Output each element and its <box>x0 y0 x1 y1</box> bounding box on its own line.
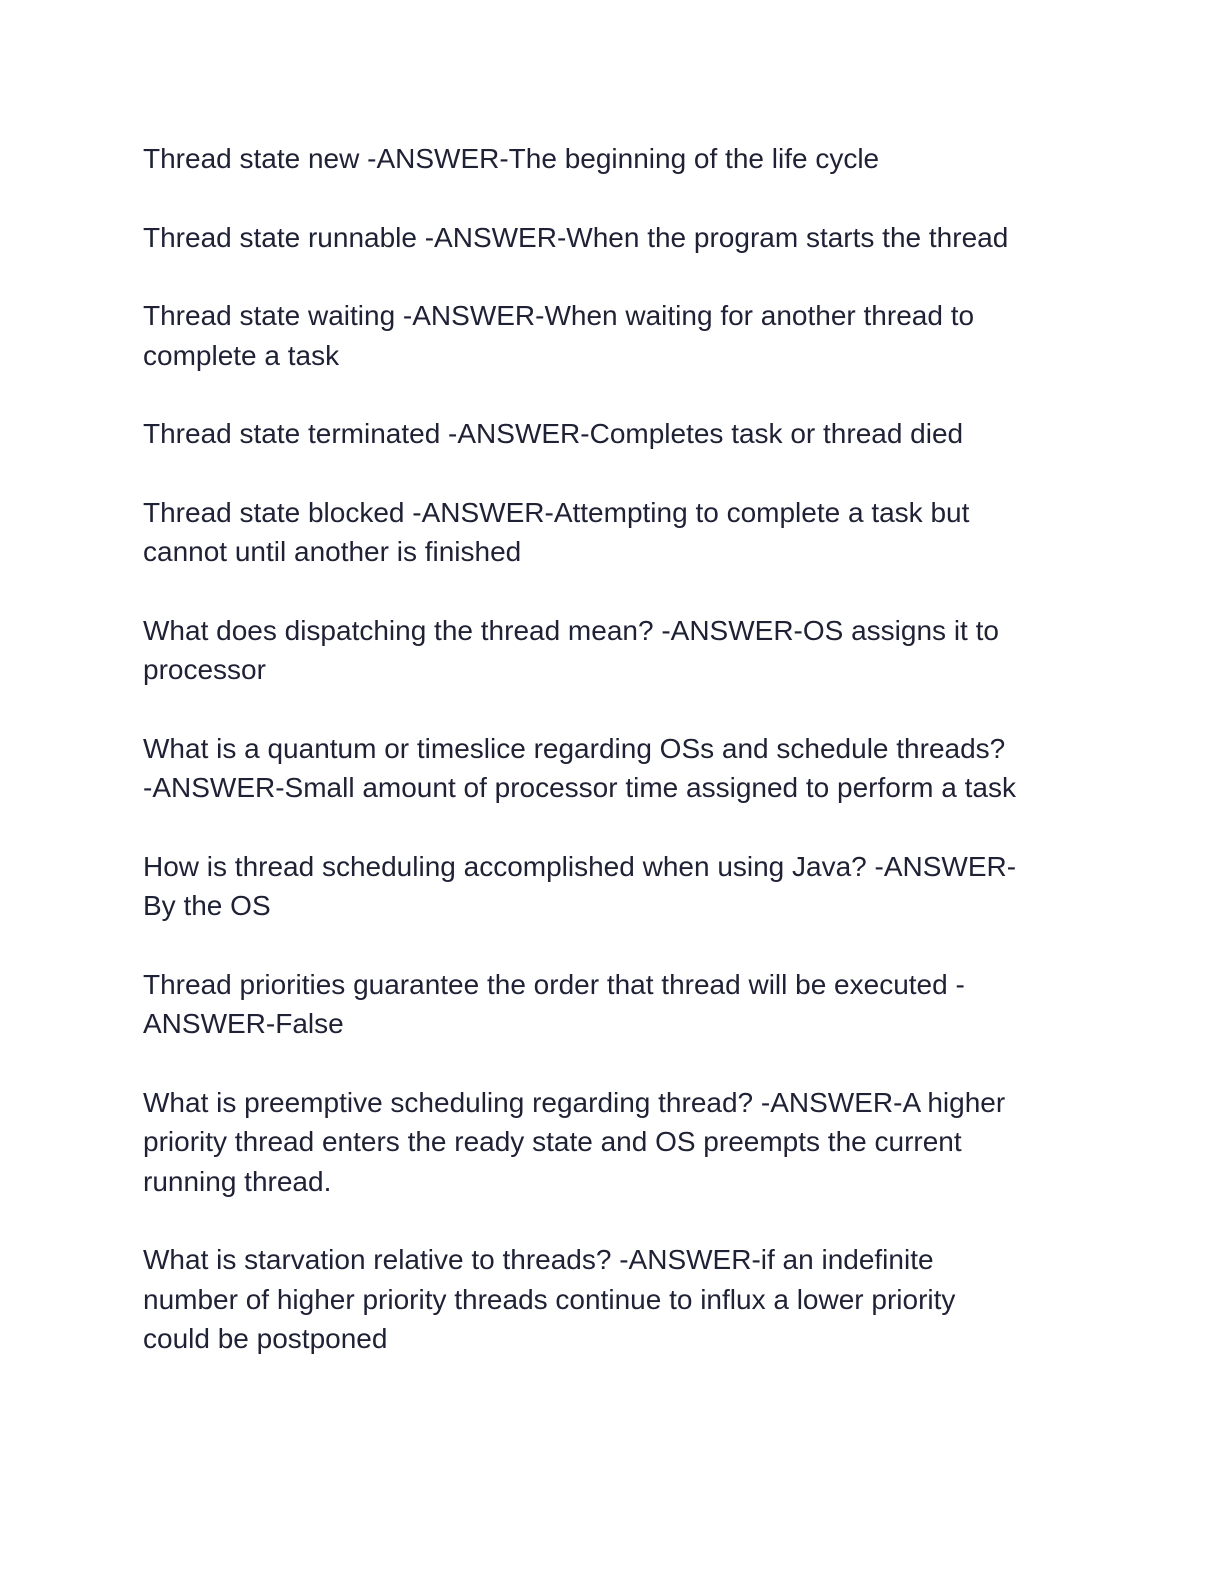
qa-line: Thread state runnable -ANSWER-When the program starts the thread <box>143 221 1009 253</box>
qa-line: Thread state terminated -ANSWER-Completes task or thread died <box>143 418 964 449</box>
qa-item <box>143 296 1083 375</box>
qa-line: What is a quantum or timeslice regarding OSs and schedule threads? <box>143 732 1006 764</box>
qa-line: cannot until another is finished <box>143 536 522 567</box>
qa-item <box>143 139 1083 179</box>
qa-line: number of higher priority threads continue to influx a lower priority <box>143 1283 956 1315</box>
qa-item <box>143 965 1083 1044</box>
qa-item <box>143 729 1083 808</box>
qa-line: How is thread scheduling accomplished when using Java? -ANSWER- <box>143 850 1017 882</box>
qa-list <box>143 139 1083 1398</box>
qa-item <box>143 611 1083 690</box>
qa-item <box>143 493 1083 572</box>
qa-line: running thread. <box>143 1165 332 1197</box>
qa-line: -ANSWER-Small amount of processor time assigned to perform a task <box>143 772 1016 803</box>
qa-item <box>143 414 1083 454</box>
qa-line: processor <box>143 654 266 685</box>
qa-line: ANSWER-False <box>143 1008 344 1039</box>
qa-line: priority thread enters the ready state and OS preempts the current <box>143 1126 962 1157</box>
qa-line: Thread state waiting -ANSWER-When waiting for another thread to <box>143 300 975 331</box>
qa-line: complete a task <box>143 339 340 371</box>
qa-item <box>143 1083 1083 1202</box>
qa-line: Thread state new -ANSWER-The beginning of the life cycle <box>143 143 880 174</box>
qa-line: Thread priorities guarantee the order that thread will be executed - <box>143 968 965 1000</box>
qa-item <box>143 1240 1083 1359</box>
qa-line: Thread state blocked -ANSWER-Attempting to complete a task but <box>143 496 970 528</box>
qa-line: could be postponed <box>143 1323 388 1354</box>
qa-line: What is preemptive scheduling regarding thread? -ANSWER-A higher <box>143 1086 1006 1118</box>
qa-line: What is starvation relative to threads? -ANSWER-if an indefinite <box>143 1244 934 1275</box>
qa-item <box>143 218 1083 258</box>
qa-line: By the OS <box>143 890 271 921</box>
qa-line: What does dispatching the thread mean? -ANSWER-OS assigns it to <box>143 614 999 646</box>
qa-item <box>143 847 1083 926</box>
